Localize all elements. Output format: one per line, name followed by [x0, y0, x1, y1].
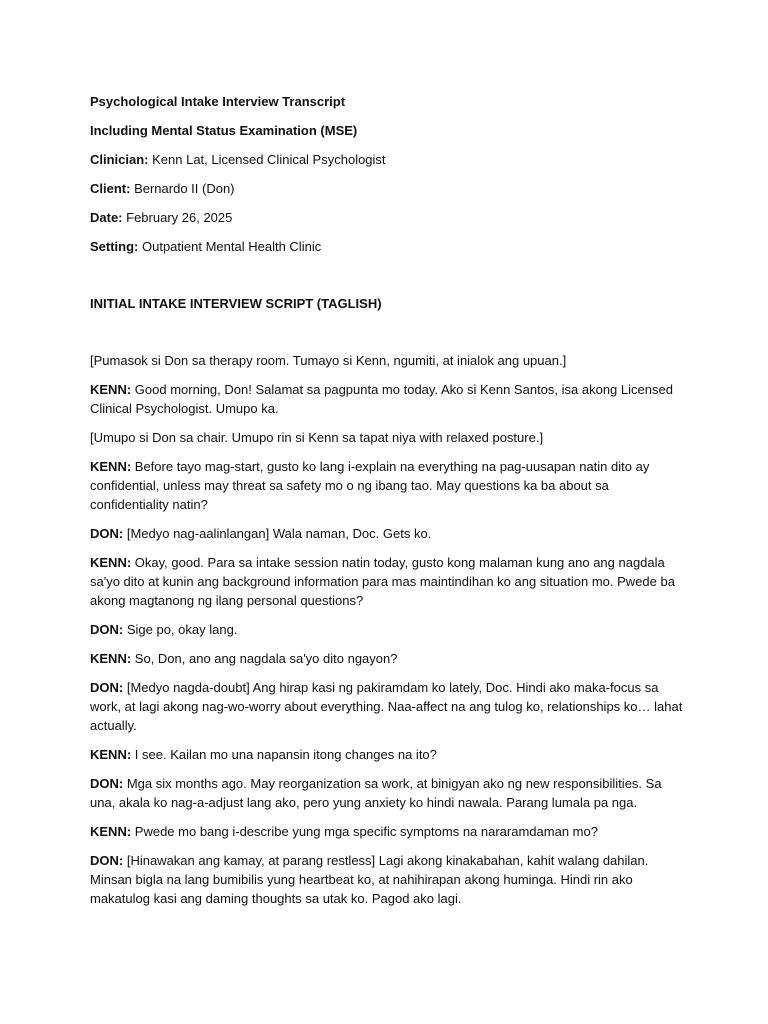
speaker-label: KENN: [90, 459, 132, 474]
speaker-label: DON: [90, 776, 124, 791]
dialogue-line [90, 745, 685, 764]
dialogue-text: Pwede mo bang i-describe yung mga specific symptoms na nararamdaman mo? [131, 824, 598, 839]
dialogue-text: So, Don, ano ang nagdala sa'yo dito ngayon? [131, 651, 398, 666]
speaker-label: KENN: [90, 747, 132, 762]
document-subtitle: Including Mental Status Examination (MSE) [90, 123, 358, 138]
section-heading: INITIAL INTAKE INTERVIEW SCRIPT (TAGLISH) [90, 296, 382, 311]
speaker-label: DON: [90, 622, 124, 637]
speaker-label: DON: [90, 680, 124, 695]
speaker-label: KENN: [90, 824, 132, 839]
dialogue-text: [Hinawakan ang kamay, at parang restless] Lagi akong kinakabahan, kahit walang dahilan. Minsan bigla na lang bumibilis yung heartbeat ko, at nahihirapan akong huminga. Hindi rin ako makatulog kasi ang daming thoughts sa utak ko. Pagod ako lagi. [90, 853, 649, 906]
dialogue-line [90, 553, 685, 610]
dialogue-line [90, 851, 685, 908]
field-client [90, 179, 685, 198]
dialogue-text: Mga six months ago. May reorganization sa work, at binigyan ako ng new responsibilities. Sa una, akala ko nag-a-adjust lang ako, pero yung anxiety ko hindi nawala. Parang lumala pa nga. [90, 776, 662, 810]
dialogue-line [90, 774, 685, 812]
field-label: Setting: [90, 239, 139, 254]
stage-direction: [Umupo si Don sa chair. Umupo rin si Kenn sa tapat niya with relaxed posture.] [90, 430, 544, 445]
field-value: Outpatient Mental Health Clinic [138, 239, 322, 254]
speaker-label: KENN: [90, 651, 132, 666]
speaker-label: KENN: [90, 555, 132, 570]
field-value: Bernardo II (Don) [130, 181, 235, 196]
speaker-label: DON: [90, 526, 124, 541]
field-value: February 26, 2025 [122, 210, 233, 225]
dialogue-text: Before tayo mag-start, gusto ko lang i-explain na everything na pag-uusapan natin dito ay confidential, unless may threat sa safety mo o ng ibang tao. May questions ka ba about sa confidentiality natin? [90, 459, 650, 512]
document-page [90, 92, 685, 918]
document-title: Psychological Intake Interview Transcript [90, 94, 346, 109]
dialogue-line [90, 620, 685, 639]
stage-direction: [Pumasok si Don sa therapy room. Tumayo si Kenn, ngumiti, at inialok ang upuan.] [90, 353, 567, 368]
field-value: Kenn Lat, Licensed Clinical Psychologist [148, 152, 386, 167]
field-label: Client: [90, 181, 131, 196]
speaker-label: DON: [90, 853, 124, 868]
dialogue-text: Sige po, okay lang. [123, 622, 238, 637]
dialogue-line [90, 822, 685, 841]
dialogue-line [90, 457, 685, 514]
dialogue-line [90, 649, 685, 668]
field-label: Clinician: [90, 152, 149, 167]
dialogue-text: [Medyo nagda-doubt] Ang hirap kasi ng pakiramdam ko lately, Doc. Hindi ako maka-focus sa work, at lagi akong nag-wo-worry about everything. Naa-affect na ang tulog ko, relationships ko… lahat actually. [90, 680, 683, 733]
dialogue-text: Okay, good. Para sa intake session natin today, gusto kong malaman kung ano ang nagdala sa'yo dito at kunin ang background information para mas maintindihan ko ang situation mo. Pwede ba akong magtanong ng ilang personal questions? [90, 555, 675, 608]
dialogue-text: I see. Kailan mo una napansin itong changes na ito? [131, 747, 437, 762]
dialogue-line [90, 678, 685, 735]
dialogue-text: [Medyo nag-aalinlangan] Wala naman, Doc. Gets ko. [123, 526, 432, 541]
field-setting [90, 237, 685, 256]
dialogue-line [90, 524, 685, 543]
dialogue-line [90, 380, 685, 418]
speaker-label: KENN: [90, 382, 132, 397]
dialogue-text: Good morning, Don! Salamat sa pagpunta mo today. Ako si Kenn Santos, isa akong Licensed Clinical Psychologist. Umupo ka. [90, 382, 673, 416]
field-date [90, 208, 685, 227]
field-clinician [90, 150, 685, 169]
field-label: Date: [90, 210, 123, 225]
